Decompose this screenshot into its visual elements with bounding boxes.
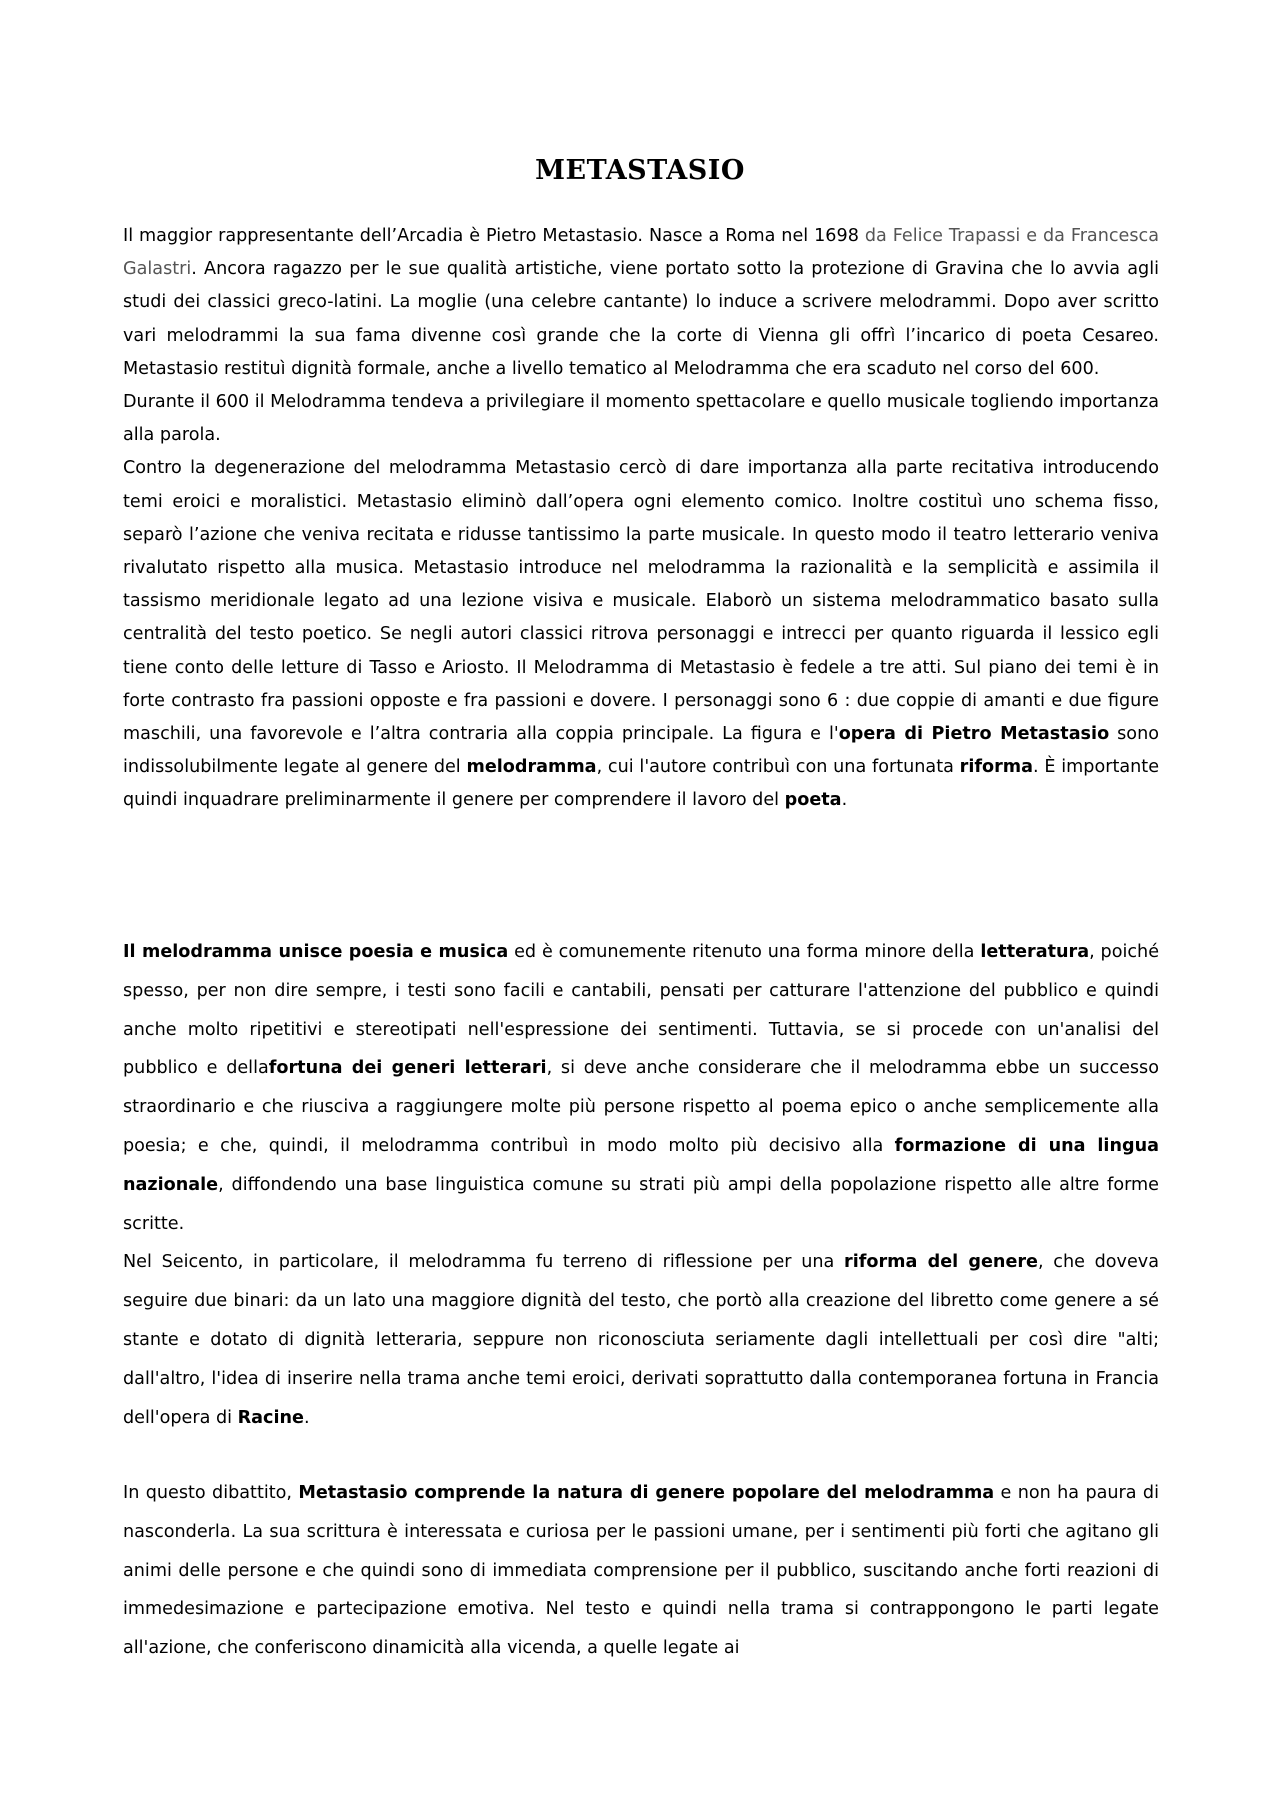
text-run: , che doveva seguire due binari: da un lato una maggiore dignità del testo, che portò alla creazione del libretto come genere a sé stante e dotato di dignità letteraria, seppure non riconosciuta seriamente dagli intellettuali per così dire "alti; dall'altro, l'idea di inserire nella trama anche temi eroici, derivati soprattutto dalla contemporanea fortuna in Francia dell'opera di [123, 1252, 1159, 1428]
text-run: ed è comunemente ritenuto una forma minore della [508, 942, 981, 962]
paragraph-seicento: Durante il 600 il Melodramma tendeva a privilegiare il momento spettacolare e quello musicale togliendo importanza alla parola. [123, 392, 1159, 446]
page-title: METASTASIO [535, 155, 745, 186]
text-run: Nel Seicento, in particolare, il melodramma fu terreno di riflessione per una [123, 1252, 845, 1273]
text-run: . [303, 1407, 310, 1428]
text-run: . [841, 790, 848, 811]
bold-text: fortuna dei generi letterari [268, 1058, 547, 1079]
text-block-melodramma [123, 933, 1159, 1437]
text-run: In questo dibattito, [123, 1483, 299, 1503]
bold-text: riforma [959, 757, 1033, 778]
bold-text: Il melodramma unisce poesia e musica [123, 942, 509, 962]
text-run: , cui l'autore contribuì con una fortunata [596, 757, 960, 778]
text-block-dibattito [123, 1474, 1159, 1668]
text-run: , diffondendo una base linguistica comune su strati più ampi della popolazione rispetto alle altre forme scritte. [123, 1174, 1159, 1234]
paragraph-seicento-riforma [123, 1243, 1159, 1437]
text-block-intro [123, 220, 1159, 818]
bold-text: Racine [237, 1407, 304, 1428]
text-run: , si deve anche considerare che il melodramma ebbe un successo straordinario e che riusciva a raggiungere molte più persone rispetto al poema epico o anche semplicemente alla poesia; e che, quindi, il melodramma contribuì in modo molto più decisivo alla [123, 1058, 1159, 1156]
paragraph-biography [123, 220, 1159, 386]
paragraph-dibattito [123, 1474, 1159, 1668]
text-run: e non ha paura di nasconderla. La sua scrittura è interessata e curiosa per le passioni umane, per i sentimenti più forti che agitano gli animi delle persone e che quindi sono di immediata comprensione per il pubblico, suscitando anche forti reazioni di immedesimazione e partecipazione emotiva. Nel testo e quindi nella trama si contrappongono le parti legate all'azione, che conferiscono dinamicità alla vicenda, a quelle legate ai [123, 1483, 1159, 1659]
text-run: Il maggior rappresentante dell’Arcadia è Pietro Metastasio. Nasce a Roma nel 1698 [123, 226, 865, 246]
text-run: . Ancora ragazzo per le sue qualità artistiche, viene portato sotto la protezione di Gravina che lo avvia agli studi dei classici greco-latini. La moglie (una celebre cantante) lo induce a scrivere melodrammi. Dopo aver scritto vari melodrammi la sua fama divenne così grande che la corte di Vienna gli offrì l’incarico di poeta Cesareo. Metastasio restituì dignità formale, anche a livello tematico al Melodramma che era scaduto nel corso del 600. [123, 259, 1159, 379]
text-run: , poiché spesso, per non dire sempre, i testi sono facili e cantabili, pensati per catturare l'attenzione del pubblico e quindi anche molto ripetitivi e stereotipati nell'espressione dei sentimenti. Tuttavia, se si procede con un'analisi del pubblico e della [123, 942, 1160, 1079]
paragraph-melodramma [123, 933, 1159, 1243]
bold-text: formazione di una lingua nazionale [123, 1135, 1159, 1195]
bold-text: opera di Pietro Metastasio [838, 724, 1110, 745]
parents-text: da Felice Trapassi e da Francesca Galastri [123, 226, 1159, 280]
bold-text: letteratura [980, 942, 1090, 962]
paragraph-riforma [123, 452, 1159, 817]
bold-text: melodramma [466, 757, 597, 778]
bold-text: poeta [784, 790, 842, 811]
text-run: sono indissolubilmente legate al genere del [123, 724, 1159, 778]
bold-text: Metastasio comprende la natura di genere popolare del melodramma [298, 1483, 995, 1503]
text-run: Contro la degenerazione del melodramma Metastasio cercò di dare importanza alla parte recitativa introducendo temi eroici e moralistici. Metastasio eliminò dall’opera ogni elemento comico. Inoltre costituì uno schema fisso, separò l’azione che veniva recitata e ridusse tantissimo la parte musicale. In questo modo il teatro letterario veniva rivalutato rispetto alla musica. Metastasio introduce nel melodramma la razionalità e la semplicità e assimila il tassismo meridionale legato ad una lezione visiva e musicale. Elaborò un sistema melodrammatico basato sulla centralità del testo poetico. Se negli autori classici ritrova personaggi e intrecci per quanto riguarda il lessico egli tiene conto delle letture di Tasso e Ariosto. Il Melodramma di Metastasio è fedele a tre atti. Sul piano dei temi è in forte contrasto fra passioni opposte e fra passioni e dovere. I personaggi sono 6 : due coppie di amanti e due figure maschili, una favorevole e l’altra contraria alla coppia principale. La figura e l' [123, 458, 1159, 745]
bold-text: riforma del genere [844, 1252, 1038, 1273]
text-run: . È importante quindi inquadrare preliminarmente il genere per comprendere il lavoro del [123, 757, 1160, 811]
